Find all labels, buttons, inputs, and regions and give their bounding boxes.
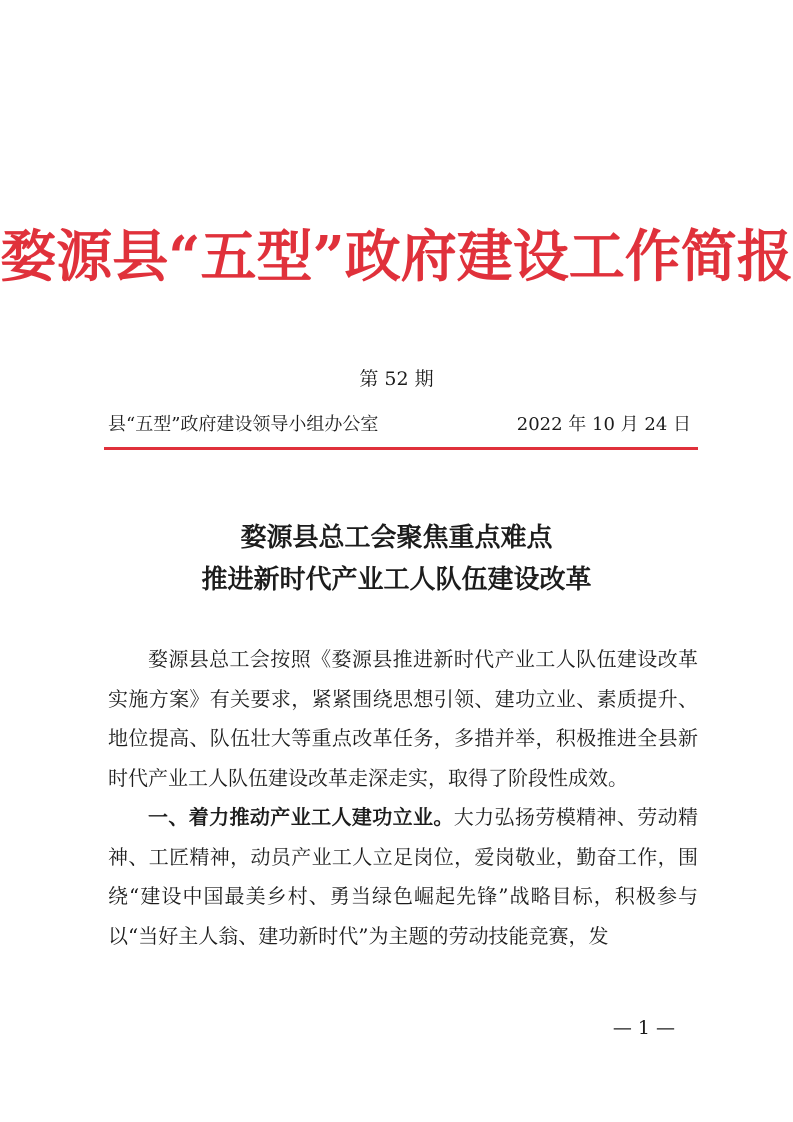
section-1-heading: 一、着力推动产业工人建功立业。 bbox=[148, 805, 454, 829]
article-title-line-2: 推进新时代产业工人队伍建设改革 bbox=[201, 565, 592, 595]
paragraph-intro: 婺源县总工会按照《婺源县推进新时代产业工人队伍建设改革实施方案》有关要求，紧紧围绕思想引领、建功立业、素质提升、地位提高、队伍壮大等重点改革任务，多措并举，积极推进全县新时代产业工人队伍建设改革走深走实，取得了阶段性成效。 bbox=[108, 647, 698, 790]
article-body bbox=[108, 640, 698, 956]
paragraph-section-1 bbox=[108, 798, 698, 956]
issuing-office: 县“五型”政府建设领导小组办公室 bbox=[108, 414, 379, 435]
red-divider-line bbox=[104, 447, 698, 450]
newsletter-masthead: 婺源县“五型”政府建设工作简报 bbox=[0, 224, 793, 290]
issue-date: 2022 年 10 月 24 日 bbox=[516, 414, 691, 435]
section-1-text: 大力弘扬劳模精神、劳动精神、工匠精神，动员产业工人立足岗位，爱岗敬业，勤奋工作，围绕“建设中国最美乡村、勇当绿色崛起先锋”战略目标，积极参与以“当好主人翁、建功新时代”为主题的劳动技能竞赛，发 bbox=[108, 805, 699, 948]
article-title-line-1: 婺源县总工会聚焦重点难点 bbox=[240, 523, 553, 553]
issue-number: 第 52 期 bbox=[359, 368, 434, 390]
page-number: — 1 — bbox=[612, 1017, 675, 1039]
